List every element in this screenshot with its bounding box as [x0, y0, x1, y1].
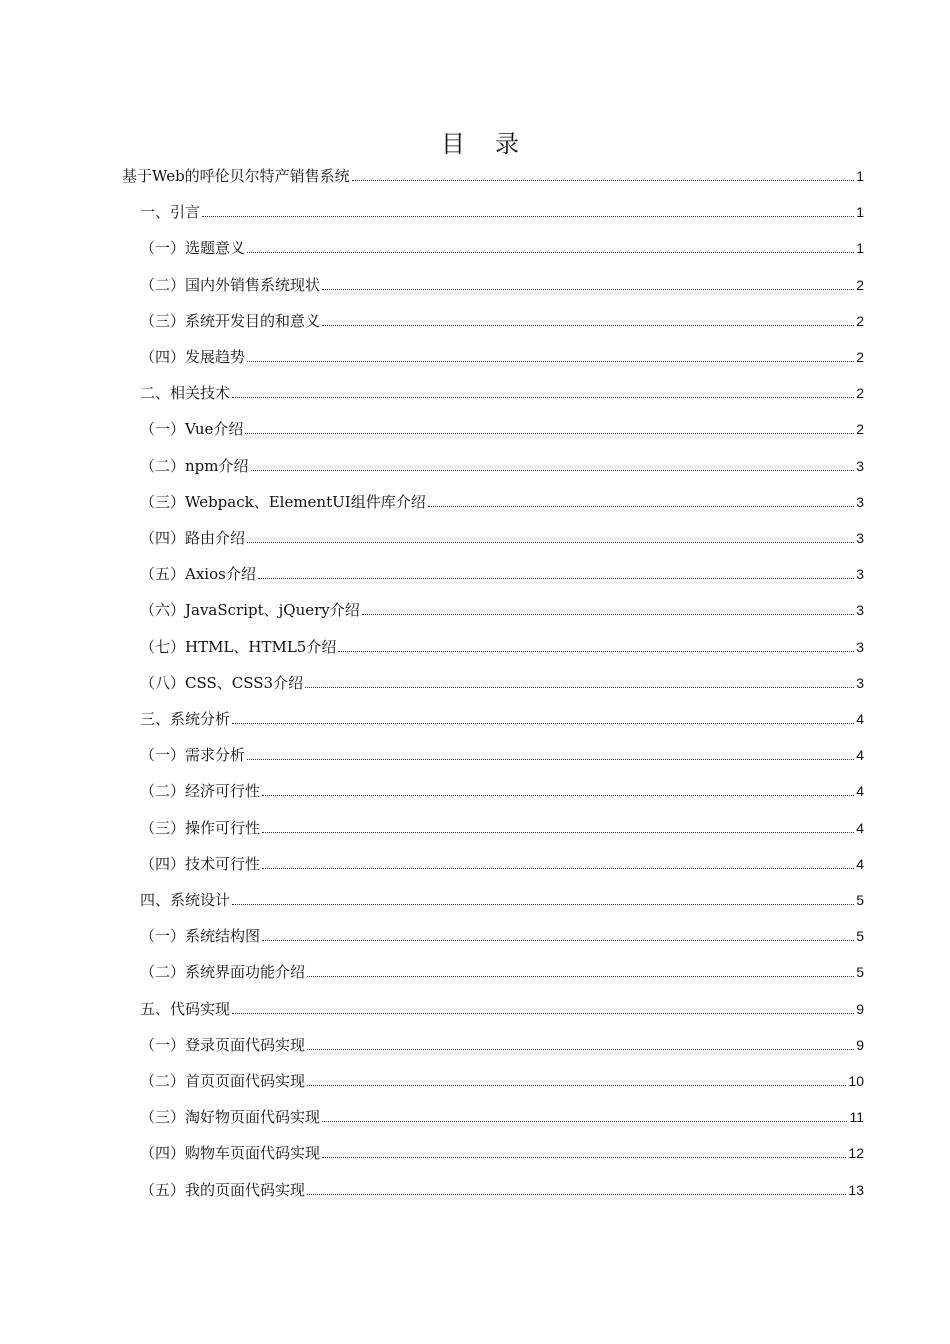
toc-entry-text: 五、代码实现 [140, 999, 231, 1018]
toc-entry-text: （八）CSS、CSS3介绍 [140, 673, 304, 692]
toc-page-number: 3 [856, 566, 864, 583]
toc-leader-dots [352, 179, 855, 181]
toc-entry-text: 二、相关技术 [140, 384, 231, 403]
toc-leader-dots [262, 831, 854, 833]
toc-page-number: 4 [856, 783, 864, 800]
toc-page-number: 12 [848, 1145, 864, 1162]
toc-page-number: 1 [856, 240, 864, 257]
toc-entry-text: （六）JavaScript、jQuery介绍 [140, 601, 360, 620]
toc-page-number: 4 [856, 747, 864, 764]
toc-entry[interactable] [140, 596, 864, 620]
toc-entry-text: （二）国内外销售系统现状 [140, 275, 321, 294]
toc-leader-dots [247, 360, 854, 362]
toc-page-number: 4 [856, 819, 864, 836]
toc-entry[interactable] [140, 958, 864, 982]
toc-page-number: 2 [856, 349, 864, 365]
toc-page-number: 3 [856, 530, 864, 546]
toc-entry[interactable] [140, 777, 864, 801]
toc-leader-dots [232, 1012, 854, 1014]
toc-leader-dots [322, 324, 854, 326]
toc-entry-text: （一）需求分析 [140, 746, 246, 765]
toc-entry-text: （一）选题意义 [140, 239, 246, 258]
toc-leader-dots [232, 903, 854, 905]
toc-entry[interactable] [140, 271, 864, 295]
toc-leader-dots [307, 1048, 854, 1050]
toc-page-number: 3 [856, 457, 864, 474]
toc-entry[interactable] [140, 234, 864, 258]
toc-page-number: 2 [856, 312, 864, 329]
toc-leader-dots [338, 650, 854, 652]
toc-leader-dots [322, 1120, 847, 1122]
toc-page-number: 3 [856, 638, 864, 655]
toc-entry-text: （二）npm介绍 [140, 456, 249, 475]
toc-page-number: 1 [856, 168, 864, 184]
toc-leader-dots [262, 939, 854, 941]
toc-leader-dots [428, 505, 855, 507]
toc-entry-text: （三）操作可行性 [140, 818, 261, 837]
toc-entry[interactable] [140, 1103, 864, 1127]
toc-entry[interactable] [140, 560, 864, 584]
toc-entry[interactable] [140, 1067, 864, 1091]
toc-entry[interactable] [140, 741, 864, 765]
toc-leader-dots [362, 613, 854, 615]
toc-leader-dots [247, 758, 854, 760]
toc-entry[interactable] [140, 669, 864, 693]
toc-page-number: 3 [856, 602, 864, 619]
toc-leader-dots [245, 432, 854, 434]
toc-entry[interactable] [140, 343, 864, 367]
toc-entry-text: （一）登录页面代码实现 [140, 1035, 306, 1054]
toc-page-number: 5 [856, 964, 864, 981]
toc-entry-text: 三、系统分析 [140, 710, 231, 728]
toc-leader-dots [262, 867, 854, 869]
toc-leader-dots [322, 288, 854, 290]
toc-entry[interactable] [140, 1176, 864, 1200]
toc-entry-text: （一）Vue介绍 [140, 420, 244, 439]
toc-entry-text: （五）Axios介绍 [140, 565, 256, 584]
toc-leader-dots [307, 975, 854, 977]
toc-leader-dots [232, 396, 854, 398]
toc-entry[interactable] [140, 452, 864, 476]
toc-leader-dots [322, 1156, 846, 1158]
toc-entry-text: （五）我的页面代码实现 [140, 1180, 306, 1199]
toc-entry[interactable] [140, 1139, 864, 1163]
toc-entry[interactable] [140, 922, 864, 946]
toc-page-number: 5 [856, 928, 864, 945]
toc-leader-dots [232, 722, 854, 724]
toc-entry[interactable] [140, 633, 864, 657]
toc-entry-text: （四）技术可行性 [140, 854, 261, 873]
toc-entry-text: （三）淘好物页面代码实现 [140, 1108, 321, 1127]
toc-page-number: 4 [856, 855, 864, 872]
toc-entry-text: （二）系统界面功能介绍 [140, 963, 306, 982]
toc-entry[interactable] [140, 524, 864, 548]
toc-entry[interactable] [140, 705, 864, 729]
toc-entry-text: （四）路由介绍 [140, 529, 246, 547]
toc-page-number: 3 [856, 674, 864, 691]
toc-entry-text: 一、引言 [140, 203, 201, 222]
toc-entry-text: （三）Webpack、ElementUI组件库介绍 [140, 492, 426, 511]
toc-entry-text: （一）系统结构图 [140, 927, 261, 946]
toc-page-number: 9 [856, 1000, 864, 1017]
toc-entry[interactable] [140, 379, 864, 403]
toc-leader-dots [307, 1193, 846, 1195]
toc-page-number: 4 [856, 711, 864, 727]
toc-leader-dots [247, 541, 854, 543]
toc-entry[interactable] [140, 1031, 864, 1055]
toc-page-number: 11 [849, 1109, 864, 1126]
toc-page-number: 2 [856, 385, 864, 402]
toc-entry-text: （四）购物车页面代码实现 [140, 1144, 321, 1163]
toc-entry-text: （三）系统开发目的和意义 [140, 311, 321, 330]
toc-leader-dots [258, 577, 854, 579]
toc-page-number: 5 [856, 892, 864, 908]
toc-entry[interactable] [140, 415, 864, 439]
toc-entry-text: （二）经济可行性 [140, 782, 261, 801]
toc-entry[interactable] [140, 198, 864, 222]
toc-leader-dots [251, 469, 855, 471]
toc-page-number: 1 [856, 204, 864, 221]
toc-entry-text: 四、系统设计 [140, 891, 231, 909]
toc-page-number: 2 [856, 276, 864, 293]
toc-entry-text: 基于Web的呼伦贝尔特产销售系统 [122, 167, 350, 185]
toc-leader-dots [262, 794, 854, 796]
toc-entry[interactable] [140, 488, 864, 512]
toc-page-number: 9 [856, 1036, 864, 1053]
toc-page-number: 3 [856, 493, 864, 510]
toc-entry-text: （二）首页页面代码实现 [140, 1072, 306, 1090]
toc-entry[interactable] [140, 307, 864, 331]
toc-leader-dots [247, 251, 854, 253]
toc-entry-text: （四）发展趋势 [140, 348, 246, 366]
toc-entry[interactable] [140, 850, 864, 874]
toc-page-number: 13 [848, 1181, 864, 1198]
toc-leader-dots [202, 215, 854, 217]
toc-leader-dots [305, 686, 854, 688]
toc-entry[interactable] [140, 886, 864, 910]
toc-page-number: 2 [856, 421, 864, 438]
toc-entry[interactable] [140, 814, 864, 838]
toc-entry[interactable] [122, 162, 864, 186]
toc-leader-dots [307, 1084, 846, 1086]
toc-entry-text: （七）HTML、HTML5介绍 [140, 637, 337, 656]
toc-page-number: 10 [848, 1073, 864, 1089]
toc-title: 目录 [441, 130, 549, 158]
toc-entry[interactable] [140, 995, 864, 1019]
